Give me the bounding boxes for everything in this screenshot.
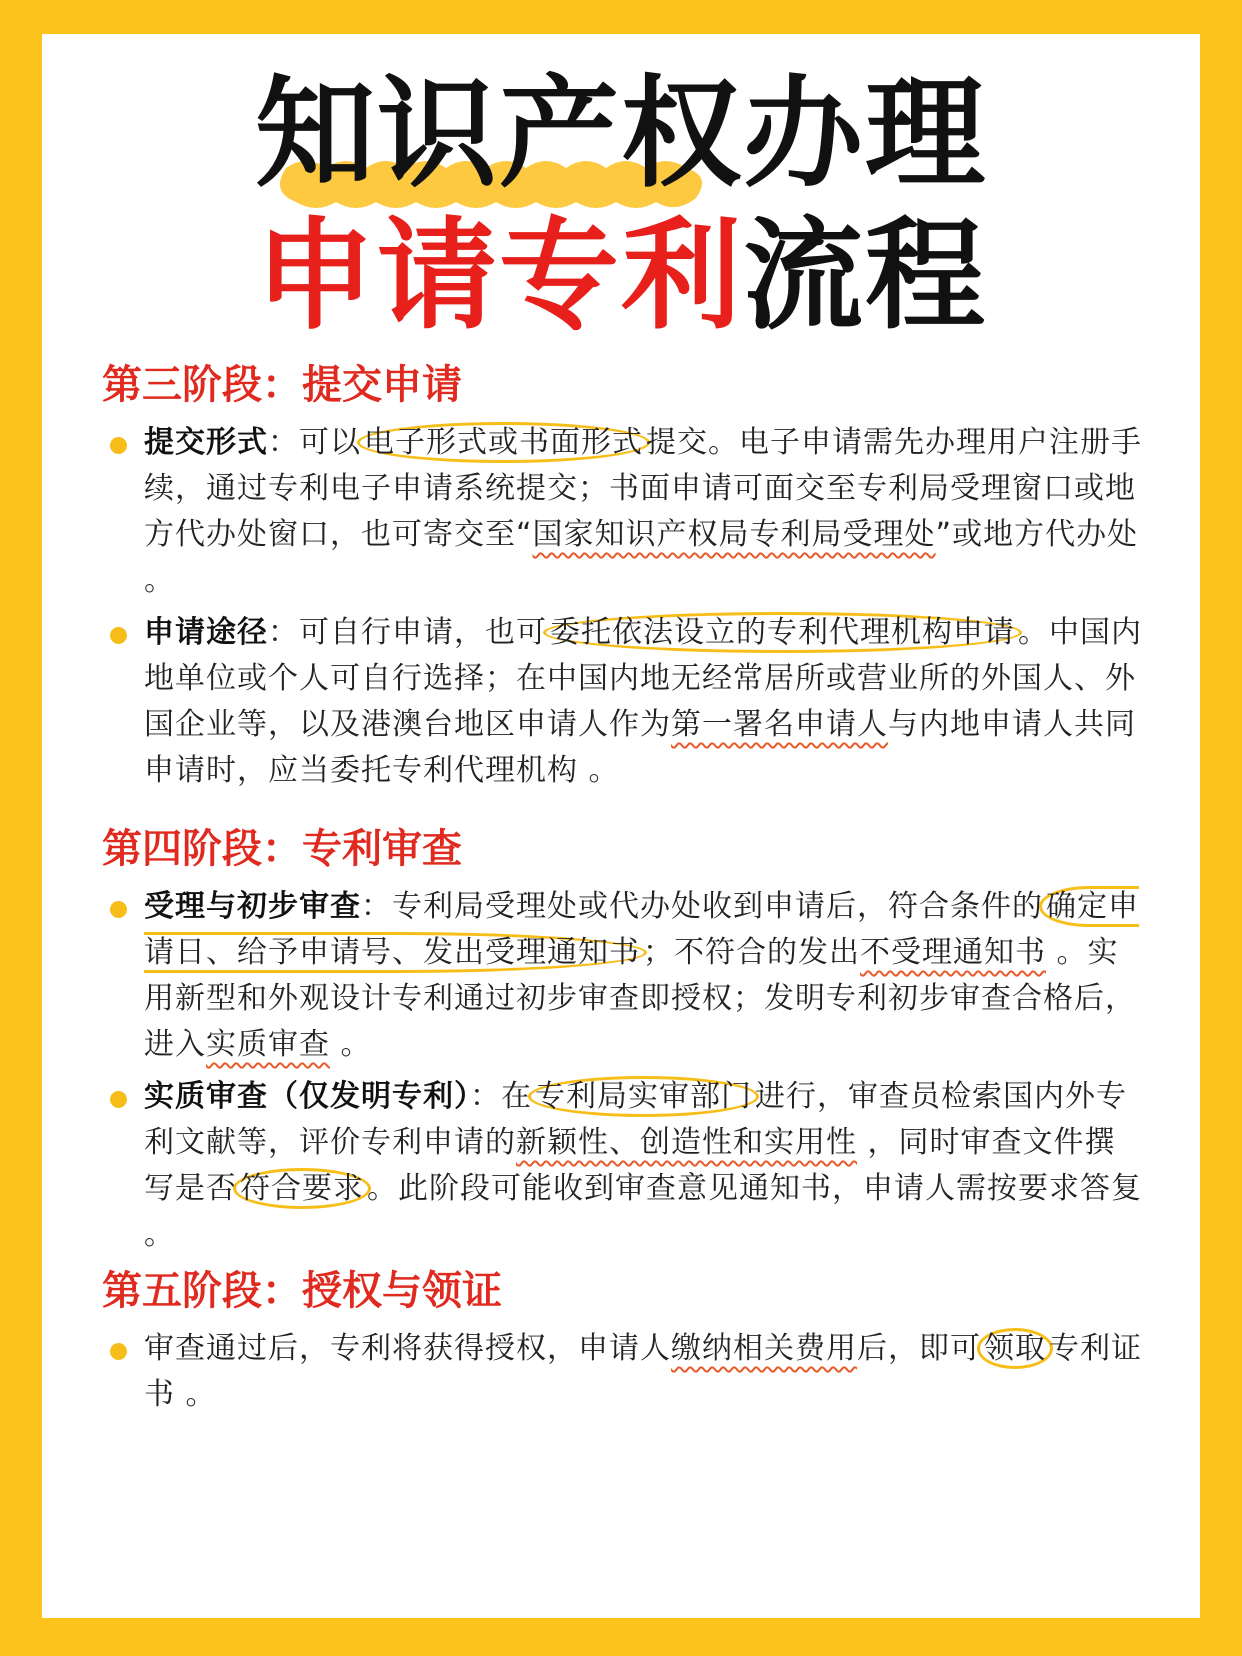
section-heading: 第三阶段：提交申请	[102, 362, 462, 408]
item-label: 提交形式	[144, 425, 268, 460]
title-line-2	[42, 207, 1200, 346]
title-block	[42, 34, 1200, 364]
text-segment: 可自行申请，也可	[299, 615, 547, 650]
section-stage-5	[102, 1266, 1142, 1424]
item-label: 实质审查（仅发明专利）	[144, 1079, 470, 1114]
bullet-dot-icon	[110, 437, 127, 454]
bullet-dot-icon	[110, 627, 127, 644]
circled-highlight: 领取	[977, 1328, 1053, 1369]
label-separator: ：	[470, 1079, 501, 1114]
text-segment: 进行，审查员检索国内外专利文献等，评价专利申请的	[144, 1079, 1127, 1160]
text-segment: 专利局受理处或代办处收到申请后，符合条件的	[392, 889, 1043, 924]
title-line-2-black: 流程	[743, 207, 987, 346]
text-segment: 与内地申请人共同申请时，应当委托专利代理机构 。	[144, 707, 1136, 788]
circled-highlight: 符合要求	[233, 1168, 371, 1209]
text-segment: 。此阶段可能收到审查意见通知书，申请人需按要求答复 。	[144, 1171, 1142, 1252]
content-card	[42, 34, 1200, 1618]
wavy-underline-highlight: 新颖性、创造性和实用性	[516, 1125, 857, 1160]
wavy-underline-highlight: 不受理通知书	[860, 935, 1046, 970]
text-segment: ”或地方代办处 。	[144, 517, 1139, 598]
item-label: 受理与初步审查	[144, 889, 361, 924]
section-heading: 第四阶段：专利审查	[102, 826, 462, 872]
text-segment: 可以	[299, 425, 361, 460]
section-heading: 第五阶段：授权与领证	[102, 1268, 502, 1314]
bullet-dot-icon	[110, 1091, 127, 1108]
text-segment: 。实用新型和外观设计专利通过初步审查即授权；发明专利初步审查合格后，进入	[144, 935, 1136, 1062]
text-segment: 。中国内地单位或个人可自行选择；在中国内地无经常居所或营业所的外国人、外国企业等，以及港澳台地区申请人作为	[144, 615, 1142, 742]
text-segment: 后，即可	[857, 1331, 981, 1366]
item-text	[144, 1074, 1142, 1258]
list-item	[102, 884, 1142, 1068]
bullet-dot-icon	[110, 901, 127, 918]
list-item	[102, 610, 1142, 794]
circled-highlight: 确定申请日、给予申请号、发出受理通知书	[144, 886, 1139, 973]
list-item	[102, 1074, 1142, 1258]
label-separator: ：	[268, 615, 299, 650]
wavy-underline-highlight: 实质审查	[206, 1027, 330, 1062]
list-item	[102, 1326, 1142, 1418]
section-stage-3	[102, 360, 1142, 800]
list-item	[102, 420, 1142, 604]
item-text	[144, 420, 1142, 604]
text-segment: 审查通过后，专利将获得授权，申请人	[144, 1331, 671, 1366]
wavy-underline-highlight: 缴纳相关费用	[671, 1331, 857, 1366]
text-segment: 提交。电子申请需先办理用户注册手续，通过专利电子申请系统提交；书面申请可面交至专利局受理窗口或地方代办处窗口，也可寄交至“	[144, 425, 1142, 552]
title-line-2-red: 申请专利	[255, 207, 743, 346]
text-segment: 专利证书 。	[144, 1331, 1142, 1412]
item-text	[144, 1326, 1142, 1418]
title-line-1: 知识产权办理	[255, 65, 987, 204]
circled-highlight: 专利局实审部门	[528, 1076, 759, 1117]
text-segment: ；不符合的发出	[643, 935, 860, 970]
item-text	[144, 610, 1142, 794]
item-label: 申请途径	[144, 615, 268, 650]
wavy-underline-highlight: 国家知识产权局专利局受理处	[532, 517, 936, 552]
text-segment: 。	[330, 1027, 372, 1062]
wavy-underline-highlight: 第一署名申请人	[671, 707, 888, 742]
section-stage-4	[102, 824, 1142, 1264]
bullet-dot-icon	[110, 1343, 127, 1360]
label-separator: ：	[361, 889, 392, 924]
label-separator: ：	[268, 425, 299, 460]
text-segment: ，同时审查文件撰写是否	[144, 1125, 1116, 1206]
circled-highlight: 电子形式或书面形式	[357, 422, 650, 463]
circled-highlight: 委托依法设立的专利代理机构申请	[543, 612, 1022, 653]
text-segment: 在	[501, 1079, 532, 1114]
item-text	[144, 884, 1142, 1068]
